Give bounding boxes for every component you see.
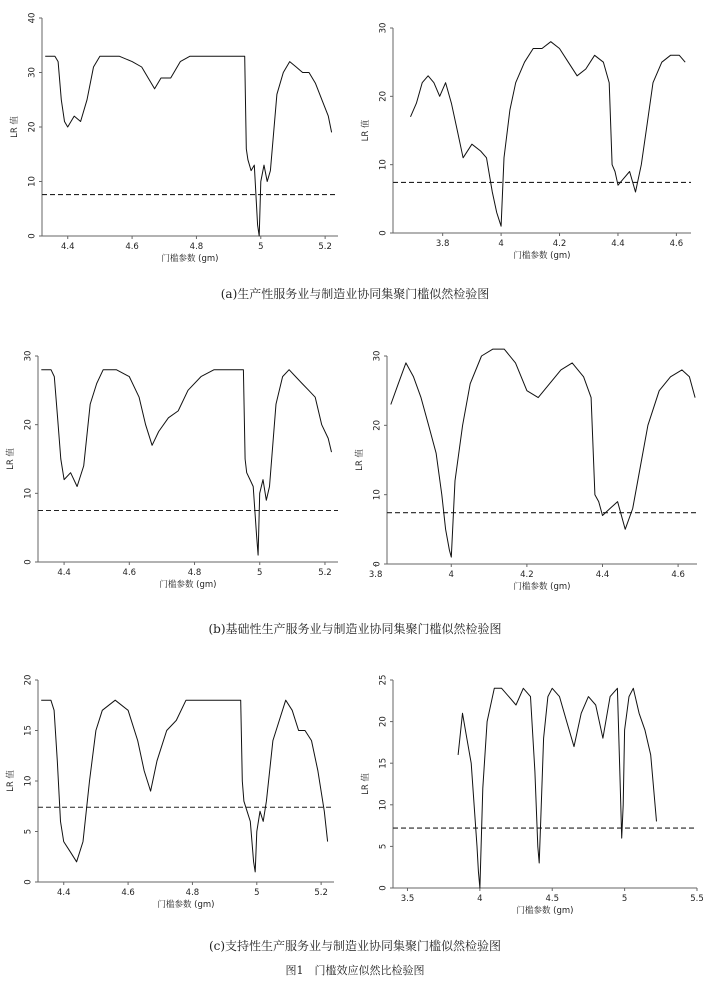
figure-title: 图1 门槛效应似然比检验图 [285,964,425,977]
chart-5-ytick-label: 10 [378,799,389,811]
chart-c-left [0,660,355,935]
chart-5-ylabel: LR 值 [361,773,371,795]
chart-2-ytick-label: 10 [23,487,34,499]
chart-0-xtick-label: 5 [258,242,264,252]
chart-5-xtick-label: 4 [477,894,483,904]
chart-4-xtick-label: 4.8 [185,888,200,898]
chart-5-xtick-label: 3.5 [400,894,415,904]
chart-1-ytick-label: 0 [378,230,389,236]
chart-1-xtick-label: 4.6 [669,239,684,249]
chart-3-xtick-label: 4 [448,570,454,580]
chart-2-xtick-label: 5.2 [318,568,332,578]
chart-0-ylabel: LR 值 [10,116,20,138]
chart-4-ytick-label: 0 [23,879,34,885]
chart-4-ylabel: LR 值 [6,770,16,792]
chart-0-ytick-label: 0 [27,233,38,239]
chart-0-ytick-label: 10 [27,176,38,187]
chart-1-xtick-label: 4.2 [552,239,567,249]
chart-2-ytick-label: 20 [23,419,34,431]
chart-3-xtick-label: 4.4 [595,570,610,580]
chart-3-xtick-label: 4.6 [671,570,685,580]
chart-5-xtick-label: 4.5 [545,894,560,904]
chart-0-xtick-label: 4.8 [189,242,204,252]
chart-3-ytick-label: 30 [372,350,383,362]
chart-1-xtick-label: 4 [498,239,504,249]
chart-0-xlabel: 门槛参数 (gm) [161,254,219,264]
chart-2-xtick-label: 4.4 [57,568,71,578]
chart-2-xtick-label: 5 [257,568,263,578]
chart-4-lr-series-line [41,700,327,872]
chart-1-ytick-label: 30 [378,22,389,34]
chart-2-ylabel: LR 值 [6,448,16,470]
chart-2-ytick-label: 0 [23,559,34,565]
chart-5-ytick-label: 0 [378,885,389,891]
caption-a: (a)生产性服务业与制造业协同集聚门槛似然检验图 [220,287,490,301]
chart-1-xtick-label: 3.8 [435,239,450,249]
chart-5-ytick-label: 25 [378,674,389,686]
chart-3-xlabel: 门槛参数 (gm) [513,582,571,592]
chart-5-xtick-label: 5 [621,894,628,904]
chart-5-xtick-label: 5.5 [690,894,704,904]
chart-4-xtick-label: 5.2 [314,888,328,898]
chart-c-right [355,660,710,935]
chart-0-xtick-label: 5.2 [318,242,332,252]
chart-3-ytick-label: 10 [372,489,383,501]
chart-4-ytick-label: 20 [23,674,34,686]
chart-3-xtick-label: 4.2 [520,570,534,580]
chart-1-ytick-label: 20 [378,90,389,102]
chart-4-ytick-label: 5 [23,828,34,835]
chart-3-ytick-label: 20 [372,419,383,431]
chart-0-ytick-label: 20 [27,121,38,133]
chart-1-lr-series-line [411,42,686,227]
chart-2-lr-series-line [41,370,331,555]
chart-1-ytick-label: 10 [378,159,389,171]
chart-3-ylabel: LR 值 [355,449,365,471]
chart-1-ylabel: LR 值 [361,119,371,142]
chart-4-ytick-label: 15 [23,725,34,736]
chart-0-ytick-label: 40 [27,12,38,24]
chart-5-ytick-label: 20 [378,716,389,728]
chart-2-ytick-label: 30 [23,350,34,362]
chart-a-right [355,0,710,280]
chart-5-ytick-label: 5 [378,843,389,850]
chart-2-xtick-label: 4.6 [122,568,137,578]
chart-5-xlabel: 门槛参数 (gm) [516,906,574,916]
chart-3-lr-series-line [391,349,695,557]
chart-0-xtick-label: 4.6 [125,242,139,252]
chart-4-ytick-label: 10 [23,775,34,787]
chart-b-left [0,330,355,610]
chart-5-ytick-label: 15 [378,757,389,769]
chart-a-left [0,0,355,280]
chart-b-right [355,330,710,610]
chart-4-xtick-label: 4.6 [121,888,135,898]
caption-b: (b)基础性生产服务业与制造业协同集聚门槛似然检验图 [208,622,502,636]
chart-3-xtick-label: 3.8 [368,570,383,580]
chart-1-xlabel: 门槛参数 (gm) [513,251,571,261]
chart-4-xtick-label: 4.4 [56,888,71,898]
chart-0-xtick-label: 4.4 [60,242,75,252]
chart-0-lr-series-line [45,56,331,236]
chart-4-xtick-label: 5 [254,888,260,898]
chart-5-lr-series-line [458,688,656,888]
chart-4-xlabel: 门槛参数 (gm) [157,900,215,910]
chart-0-ytick-label: 30 [27,67,38,78]
chart-1-xtick-label: 4.4 [611,239,625,249]
caption-c: (c)支持性生产服务业与制造业协同集聚门槛似然检验图 [208,939,502,953]
chart-2-xlabel: 门槛参数 (gm) [159,580,217,590]
chart-3-ytick-label: 0 [372,561,383,567]
chart-2-xtick-label: 4.8 [187,568,202,578]
